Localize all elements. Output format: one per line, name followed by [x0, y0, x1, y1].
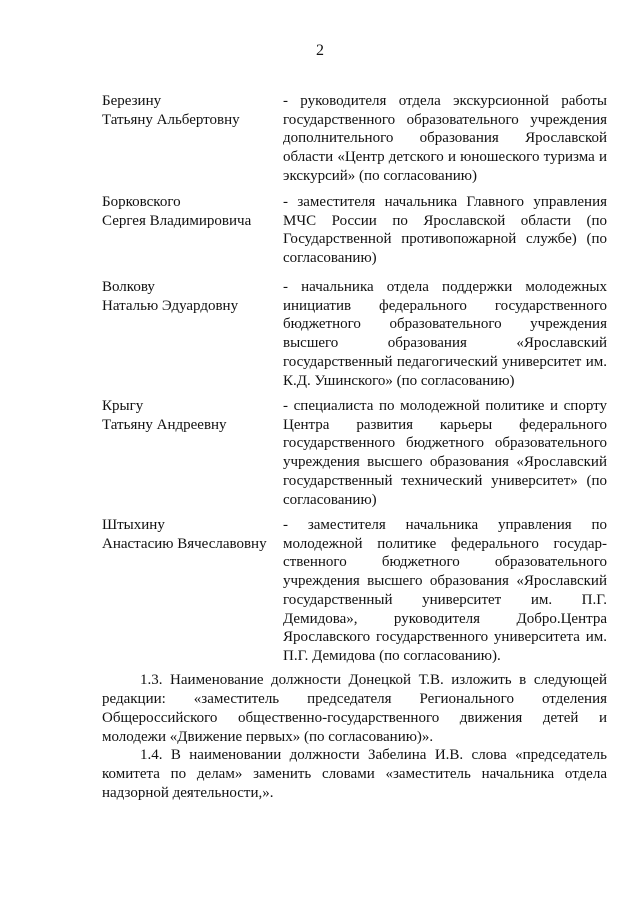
- member-surname: Борковского: [102, 194, 181, 210]
- paragraph-1-3: 1.3. Наименование должности Донецкой Т.В. изложить в следующей редакции: «заместитель председателя Регионального отделения Общероссийского общественно-государственного движения детей и молодежи «Движение первых» (по согласованию)».: [102, 672, 607, 745]
- page-number: 2: [316, 42, 324, 59]
- member-given-names: Сергея Владимировича: [102, 212, 252, 229]
- member-name: [102, 516, 272, 553]
- member-name: [102, 193, 272, 230]
- member-surname: Крыгу: [102, 398, 144, 414]
- member-surname: Штыхину: [102, 517, 165, 533]
- member-position: - специалиста по молодежной политике и спорту Центра развития карьеры федерального государственного бюджетного образовательного учреждения высшего образования «Ярославский государственный технический университет» (по согласованию): [283, 398, 607, 508]
- member-name: [102, 278, 272, 315]
- member-position: - руководителя отдела экскурсионной работы государственного образовательного учреждения дополнительного образования Ярославской области «Центр детского и юношеского туризма и экскурсий» (по согласованию): [283, 93, 607, 184]
- member-given-names: Татьяну Альбертовну: [102, 111, 240, 128]
- member-position: - начальника отдела поддержки молодежных инициатив федерального государственного бюджетного образовательного учреждения высшего образования «Ярославский государственный педагогический университет им. К.Д. Ушинского» (по согласованию): [283, 279, 607, 389]
- paragraph-1-4: 1.4. В наименовании должности Забелина И.В. слова «председатель комитета по делам» заменить словами «заместитель начальника отдела надзорной деятельности,».: [102, 747, 607, 801]
- member-surname: Березину: [102, 93, 162, 109]
- member-name: [102, 92, 272, 129]
- member-position: - заместителя начальника Главного управления МЧС России по Ярославской области (по Государственной противопожарной службе) (по согласованию): [283, 194, 607, 267]
- member-given-names: Татьяну Андреевну: [102, 416, 227, 433]
- member-position: - заместителя начальника управления по молодежной политике федерального государственного бюджетного образовательного учреждения высшего образования «Ярославский государственный университет им. П.Г. Демидова», руководителя Добро.Центра Ярославского государственного университета им. П.Г. Демидова (по согласованию).: [283, 517, 607, 664]
- member-name: [102, 397, 272, 434]
- member-given-names: Наталью Эдуардовну: [102, 297, 239, 314]
- member-surname: Волкову: [102, 279, 155, 295]
- member-given-names: Анастасию Вячеславовну: [102, 535, 267, 552]
